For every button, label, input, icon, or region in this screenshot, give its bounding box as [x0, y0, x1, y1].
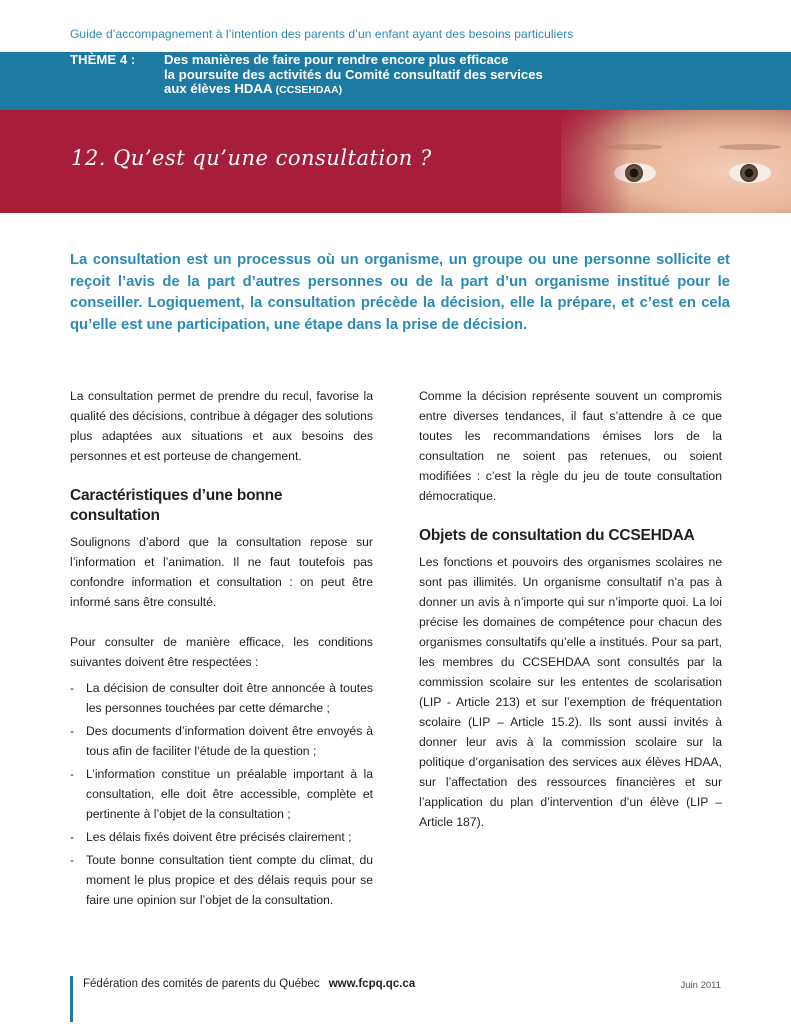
theme-prefix: THÈME 4 : — [70, 52, 136, 67]
right-column — [419, 386, 722, 832]
conditions-list — [70, 678, 373, 910]
right-paragraph-2: Les fonctions et pouvoirs des organismes scolaires ne sont pas illimités. Un organisme consultatif n’a pas à donner un avis à n’importe qui sur n’importe quoi. La loi précise les domaines de compétence pour chacun des organismes consultatifs qu’elle a institués. Pour sa part, les membres du CCSEHDAA sont consultés par la commission scolaire sur les ententes de scolarisation (LIP - Article 213) et sur l’exemption de fréquentation scolaire (LIP – Article 15.2). Ils sont aussi invités à donner leur avis à la commission scolaire sur la politique d’organisation des services aux élèves HDAA, sur l’affectation des ressources financières et sur l’application du plan d’intervention d’un élève (LIP – Article 187). — [419, 555, 722, 829]
intro-paragraph: La consultation est un processus où un organisme, un groupe ou une personne sollicite et reçoit l’avis de la part d’autres personnes ou de la part d’un organisme institué pour le conseiller. Logiquement, la consultation précède la décision, elle la prépare, et c’est en cela qu’elle est une participation, une étape dans la prise de décision. — [70, 252, 730, 333]
left-paragraph-2: Soulignons d’abord que la consultation repose sur l’information et l’animation. Il ne faut toutefois pas confondre information et consultation : on peut être informé sans être consulté. — [70, 535, 373, 609]
list-item: - Les délais fixés doivent être précisés clairement ; — [70, 827, 373, 847]
guide-title: Guide d’accompagnement à l’intention des parents d’un enfant ayant des besoins particuliers — [70, 27, 574, 41]
footer-organization: Fédération des comités de parents du Québec — [83, 978, 320, 990]
left-paragraph-3: Pour consulter de manière efficace, les conditions suivantes doivent être respectées : — [70, 635, 373, 669]
theme-line-3-text: aux élèves HDAA — [164, 81, 272, 96]
section-title: 12. Qu’est qu’une consultation ? — [71, 146, 432, 170]
theme-acronym: (CCSEHDAA) — [275, 84, 343, 96]
list-item: - Toute bonne consultation tient compte du climat, du moment le plus propice et des délais requis pour se faire une opinion sur l’objet de la consultation. — [70, 850, 373, 910]
right-eyebrow — [719, 144, 781, 150]
right-eye — [729, 163, 771, 183]
left-column — [70, 386, 373, 913]
left-paragraph-1: La consultation permet de prendre du recul, favorise la qualité des décisions, contribue à dégager des solutions plus adaptées aux situations et aux besoins des personnes et est porteuse de changement. — [70, 389, 373, 463]
list-item: - Des documents d’information doivent être envoyés à tous afin de faciliter l’étude de la question ; — [70, 721, 373, 761]
left-heading: Caractéristiques d’une bonne consultation — [70, 487, 283, 524]
right-paragraph-1: Comme la décision représente souvent un compromis entre diverses tendances, il faut s’attendre à ce que toutes les recommandations émises lors de la consultation ne soient pas retenues, ou soient modifiées : c’est la règle du jeu de toute consultation démocratique. — [419, 389, 722, 503]
footer — [83, 978, 415, 990]
footer-date: Juin 2011 — [680, 980, 721, 991]
theme-line-2: la poursuite des activités du Comité consultatif des services — [164, 66, 543, 82]
theme-line-3 — [70, 82, 750, 98]
list-item: - L’information constitue un préalable important à la consultation, elle doit être accessible, complète et pertinente à l’objet de la consultation ; — [70, 764, 373, 824]
right-heading: Objets de consultation du CCSEHDAA — [419, 527, 695, 544]
footer-url-link[interactable]: www.fcpq.qc.ca — [328, 978, 416, 990]
photo-fade — [541, 110, 631, 213]
list-item: - La décision de consulter doit être annoncée à toutes les personnes touchées par cette démarche ; — [70, 678, 373, 718]
footer-accent-bar — [70, 976, 73, 1022]
theme-heading — [70, 53, 750, 98]
theme-line-1: Des manières de faire pour rendre encore plus efficace — [164, 52, 509, 67]
